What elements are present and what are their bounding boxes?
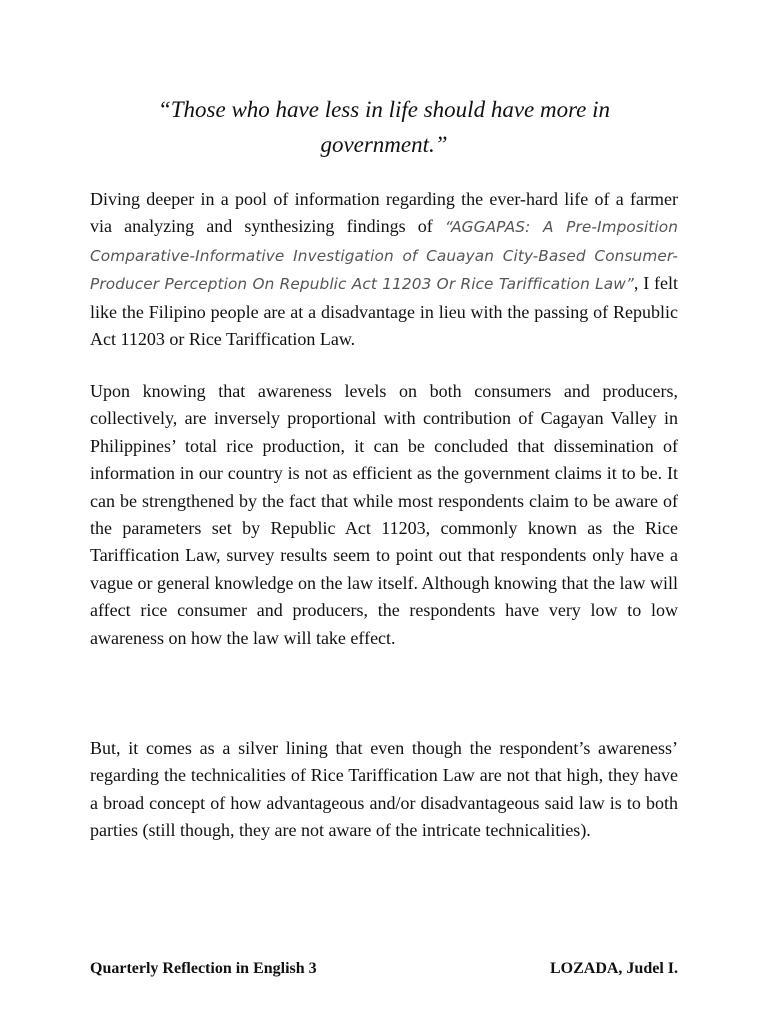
quote-line-1: “Those who have less in life should have more in [157,97,611,122]
paragraph-2: Upon knowing that awareness levels on both consumers and producers, collectively, are inversely proportional with contribution of Cagayan Valley in Philippines’ total rice production, it can be concluded that dissemination of information in our country is not as efficient as the government claims it to be. It can be strengthened by the fact that while most respondents claim to be aware of the parameters set by Republic Act 11203, commonly known as the Rice Tariffication Law, survey results seem to point out that respondents only have a vague or general knowledge on the law itself. Although knowing that the law will affect rice consumer and producers, the respondents have very low to low awareness on how the law will take effect. [90,381,678,648]
paragraph-1-conclusion: , I felt like the Filipino people are at a disadvantage in lieu with the passing of Republic Act 11203 or Rice Tariffication Law. [90,273,678,350]
footer-author: LOZADA, Judel I. [549,960,678,977]
epigraph-quote [90,92,678,162]
paragraph-1 [90,186,678,353]
study-title: “AGGAPAS: A Pre-Imposition Comparative-Informative Investigation of Cauayan City-Based Consumer-Producer Perception On Republic Act 11203 Or Rice Tariffication Law” [90,218,678,294]
paragraph-1-intro: Diving deeper in a pool of information regarding the ever-hard life of a farmer via analyzing and synthesizing findings of [90,189,678,237]
quote-line-2: government.” [320,132,448,157]
paragraph-3: But, it comes as a silver lining that even though the respondent’s awareness’ regarding the technicalities of Rice Tariffication Law are not that high, they have a broad concept of how advantageous and/or disadvantageous said law is to both parties (still though, they are not aware of the intricate technicalities). [90,738,678,841]
footer-course: Quarterly Reflection in English 3 [90,960,317,977]
